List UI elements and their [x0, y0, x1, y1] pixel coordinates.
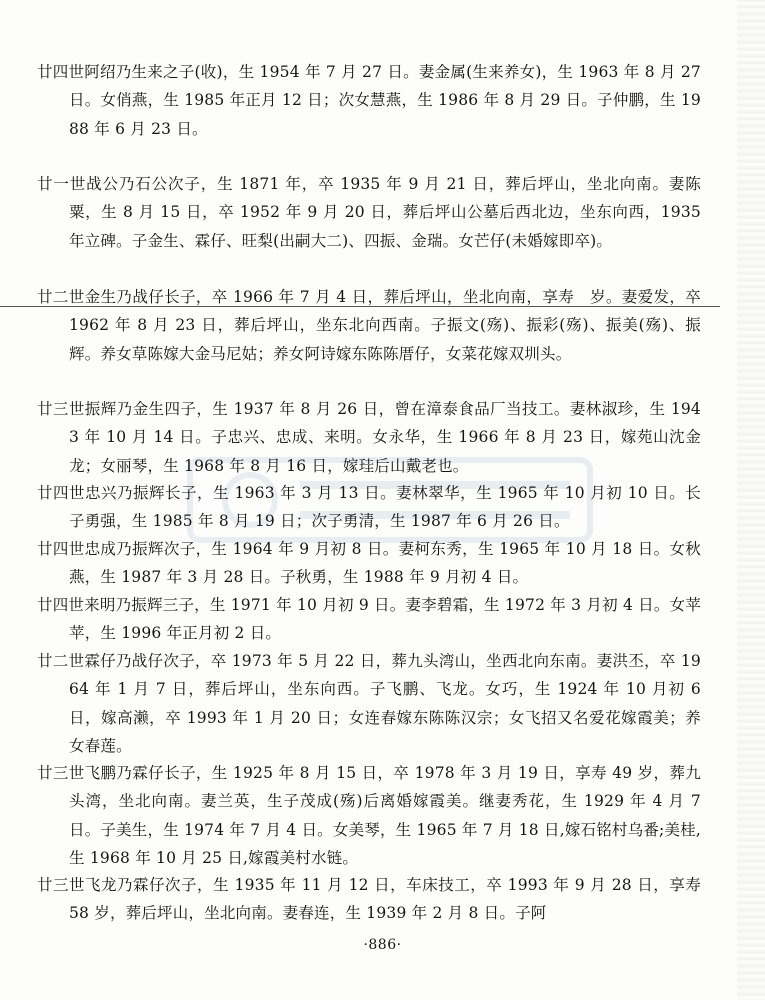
genealogy-entry-24-ashao: 廿四世阿绍乃生来之子(收)，生 1954 年 7 月 27 日。妻金属(生来养女)，生 1963 年 8 月 27 日。女俏燕，生 1985 年正月 12 日；次女慧燕，生 1986 年 8 月 29 日。子仲鹏，生 1988 年 6 月 23 日。 — [37, 63, 701, 138]
genealogy-entry-23-zhenhui: 廿三世振辉乃金生四子，生 1937 年 8 月 26 日，曾在漳泰食品厂当技工。妻林淑珍，生 1943 年 10 月 14 日。子忠兴、忠成、来明。女永华，生 1966 年 8 月 23 日，嫁苑山沈金龙；女丽琴，生 1968 年 8 月 16 日，嫁珪后山戴老也。 — [37, 400, 701, 475]
genealogy-entry-22-linzai: 廿二世霖仔乃战仔次子，卒 1973 年 5 月 22 日，葬九头湾山，坐西北向东南。妻洪丕，卒 1964 年 1 月 7 日，葬后坪山，坐东向西。子飞鹏、飞龙。女巧，生 1924 年 10 月初 6 日，嫁高濑，卒 1993 年 1 月 20 日；女连春嫁东陈陈汉宗；女飞招又名爱花嫁霞美；养女春莲。 — [37, 652, 701, 755]
genealogy-entry-23-feipeng: 廿三世飞鹏乃霖仔长子，生 1925 年 8 月 15 日，卒 1978 年 3 月 19 日，享寿 49 岁，葬九头湾，坐北向南。妻兰英，生子茂成(殇)后离婚嫁霞美。继妻秀花，生 1929 年 4 月 7 日。子美生，生 1974 年 7 月 4 日。女美琴，生 1965 年 7 月 18 日,嫁石铭村乌番;美桂,生 1968 年 10 月 25 日,嫁霞美村水链。 — [37, 764, 701, 867]
scan-edge-noise — [737, 0, 765, 1000]
genealogy-entry-24-zhongcheng: 廿四世忠成乃振辉次子，生 1964 年 9 月初 8 日。妻柯东秀，生 1965 年 10 月 18 日。女秋燕，生 1987 年 3 月 28 日。子秋勇，生 1988 年 9 月初 4 日。 — [37, 540, 701, 587]
genealogy-entry-23-feilong: 廿三世飞龙乃霖仔次子，生 1935 年 11 月 12 日，车床技工，卒 1993 年 9 月 28 日，享寿 58 岁，葬后坪山，坐北向南。妻春连，生 1939 年 2 月 8 日。子阿 — [37, 876, 701, 923]
genealogy-entry-24-laiming: 廿四世来明乃振辉三子，生 1971 年 10 月初 9 日。妻李碧霜，生 1972 年 3 月初 4 日。女苹苹，生 1996 年正月初 2 日。 — [37, 596, 701, 643]
genealogy-entry-24-zhongxing: 廿四世忠兴乃振辉长子，生 1963 年 3 月 13 日。妻林翠华，生 1965 年 10 月初 10 日。长子勇强，生 1985 年 8 月 19 日；次子勇清，生 1987 年 6 月 26 日。 — [37, 484, 701, 531]
genealogy-entry-21-zhangong: 廿一世战公乃石公次子，生 1871 年，卒 1935 年 9 月 21 日，葬后坪山，坐北向南。妻陈粟，生 8 月 15 日，卒 1952 年 9 月 20 日，葬后坪山公墓后西北边，坐东向西，1935 年立碑。子金生、霖仔、旺梨(出嗣大二)、四振、金瑞。女芒仔(未婚嫁即卒)。 — [37, 175, 701, 250]
page-number: ·886· — [363, 937, 402, 953]
genealogy-entry-22-jinsheng: 廿二世金生乃战仔长子，卒 1966 年 7 月 4 日，葬后坪山，坐北向南，享寿 岁。妻爱发，卒 1962 年 8 月 23 日，葬后坪山，坐东北向西南。子振文(殇)、振彩(殇)、振美(殇)、振辉。养女草陈嫁大金马尼姑；养女阿诗嫁东陈陈厝仔，女菜花嫁双圳头。 — [37, 288, 701, 363]
